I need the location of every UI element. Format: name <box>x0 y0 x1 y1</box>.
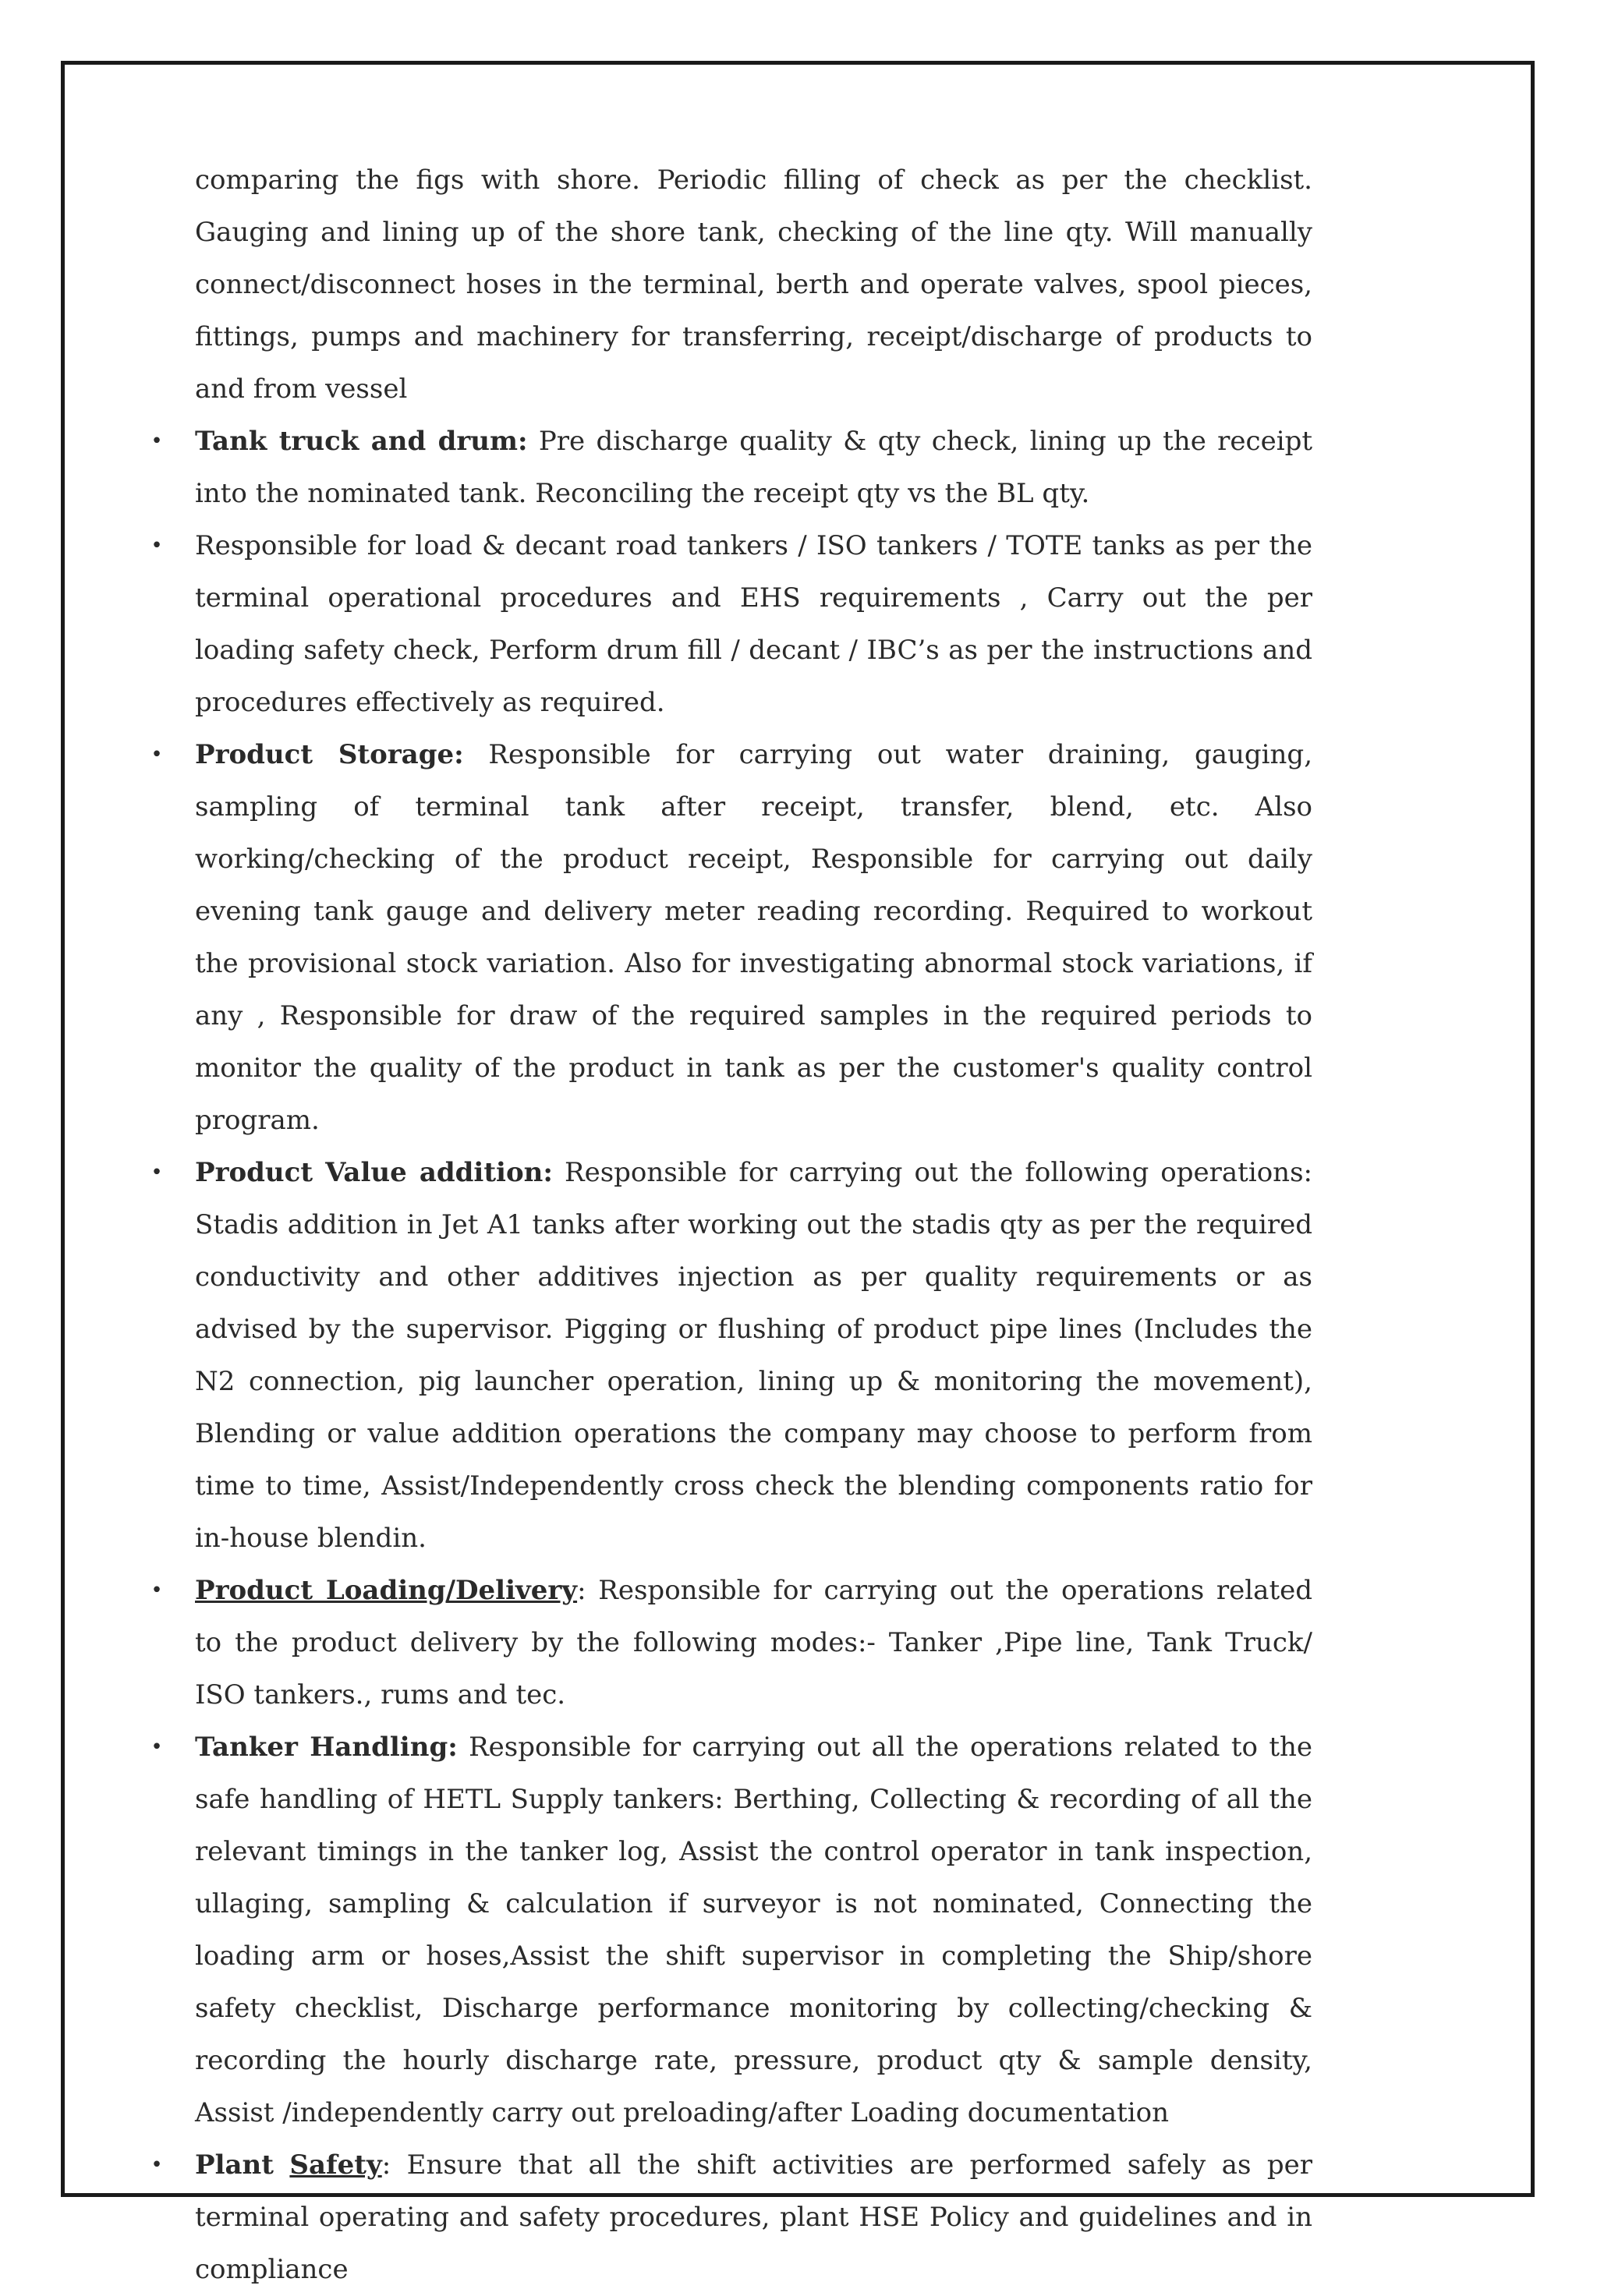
bullet-icon: • <box>150 1579 163 1602</box>
list-item-tanker-handling <box>150 1721 1312 2139</box>
bullet-icon: • <box>150 743 163 766</box>
list-item-load-decant <box>150 520 1312 729</box>
item-text: Responsible for carrying out the following operations: Stadis addition in Jet A1 tanks after working out the stadis qty as per the required conductivity and other additives injection as per quality requirements or as advised by the supervisor. Pigging or flushing of product pipe lines (Includes the N2 connection, pig launcher operation, lining up & monitoring the movement), Blending or value addition operations the company may choose to perform from time to time, Assist/Independently cross check the blending components ratio for in-house blendin. <box>195 1157 1312 1554</box>
responsibilities-list <box>150 416 1312 2296</box>
item-text: Pre discharge quality & qty check, lining up the receipt into the nominated tank. Reconciling the receipt qty vs the BL qty. <box>195 426 1312 509</box>
document-body <box>150 154 1312 2296</box>
item-text: : Ensure that all the shift activities are performed safely as per terminal operating and safety procedures, plant HSE Policy and guidelines and in compliance <box>195 2149 1312 2285</box>
item-heading: Tank truck and drum: <box>195 426 528 457</box>
item-heading: Plant <box>195 2149 274 2181</box>
list-item-value-addition <box>150 1147 1312 1565</box>
list-item-product-storage <box>150 729 1312 1147</box>
item-heading: Tanker Handling: <box>195 1732 458 1763</box>
list-item-plant-safety <box>150 2139 1312 2296</box>
item-heading: Product Value addition: <box>195 1157 553 1188</box>
list-item-loading-delivery <box>150 1565 1312 1721</box>
bullet-icon: • <box>150 2153 163 2177</box>
bullet-icon: • <box>150 1735 163 1759</box>
bullet-icon: • <box>150 430 163 453</box>
bullet-icon: • <box>150 1161 163 1184</box>
item-text: Responsible for load & decant road tankers / ISO tankers / TOTE tanks as per the terminal operational procedures and EHS requirements , Carry out the per loading safety check, Perform drum fill / decant / IBC’s as per the instructions and procedures effectively as required. <box>195 530 1312 718</box>
continuation-paragraph: comparing the figs with shore. Periodic filling of check as per the checklist. Gauging and lining up of the shore tank, checking of the line qty. Will manually connect/disconnect hoses in the terminal, berth and operate valves, spool pieces, fittings, pumps and machinery for transferring, receipt/discharge of products to and from vessel <box>195 165 1312 405</box>
item-heading-underlined: Safety <box>289 2149 382 2181</box>
list-item-tank-truck <box>150 416 1312 520</box>
item-text: Responsible for carrying out all the operations related to the safe handling of HETL Supply tankers: Berthing, Collecting & recording of all the relevant timings in the tanker log, Assist the control operator in tank inspection, ullaging, sampling & calculation if surveyor is not nominated, Connecting the loading arm or hoses,Assist the shift supervisor in completing the Ship/shore safety checklist, Discharge performance monitoring by collecting/checking & recording the hourly discharge rate, pressure, product qty & sample density, Assist /independently carry out preloading/after Loading documentation <box>195 1732 1312 2128</box>
item-text: : Responsible for carrying out the operations related to the product delivery by the following modes:- Tanker ,Pipe line, Tank Truck/ ISO tankers., rums and tec. <box>195 1575 1312 1711</box>
item-heading: Product Storage: <box>195 739 464 770</box>
item-heading: Product Loading/Delivery <box>195 1575 578 1606</box>
item-text: Responsible for carrying out water draining, gauging, sampling of terminal tank after receipt, transfer, blend, etc. Also working/checking of the product receipt, Responsible for carrying out daily evening tank gauge and delivery meter reading recording. Required to workout the provisional stock variation. Also for investigating abnormal stock variations, if any , Responsible for draw of the required samples in the required periods to monitor the quality of the product in tank as per the customer's quality control program. <box>195 739 1312 1136</box>
bullet-icon: • <box>150 534 163 557</box>
